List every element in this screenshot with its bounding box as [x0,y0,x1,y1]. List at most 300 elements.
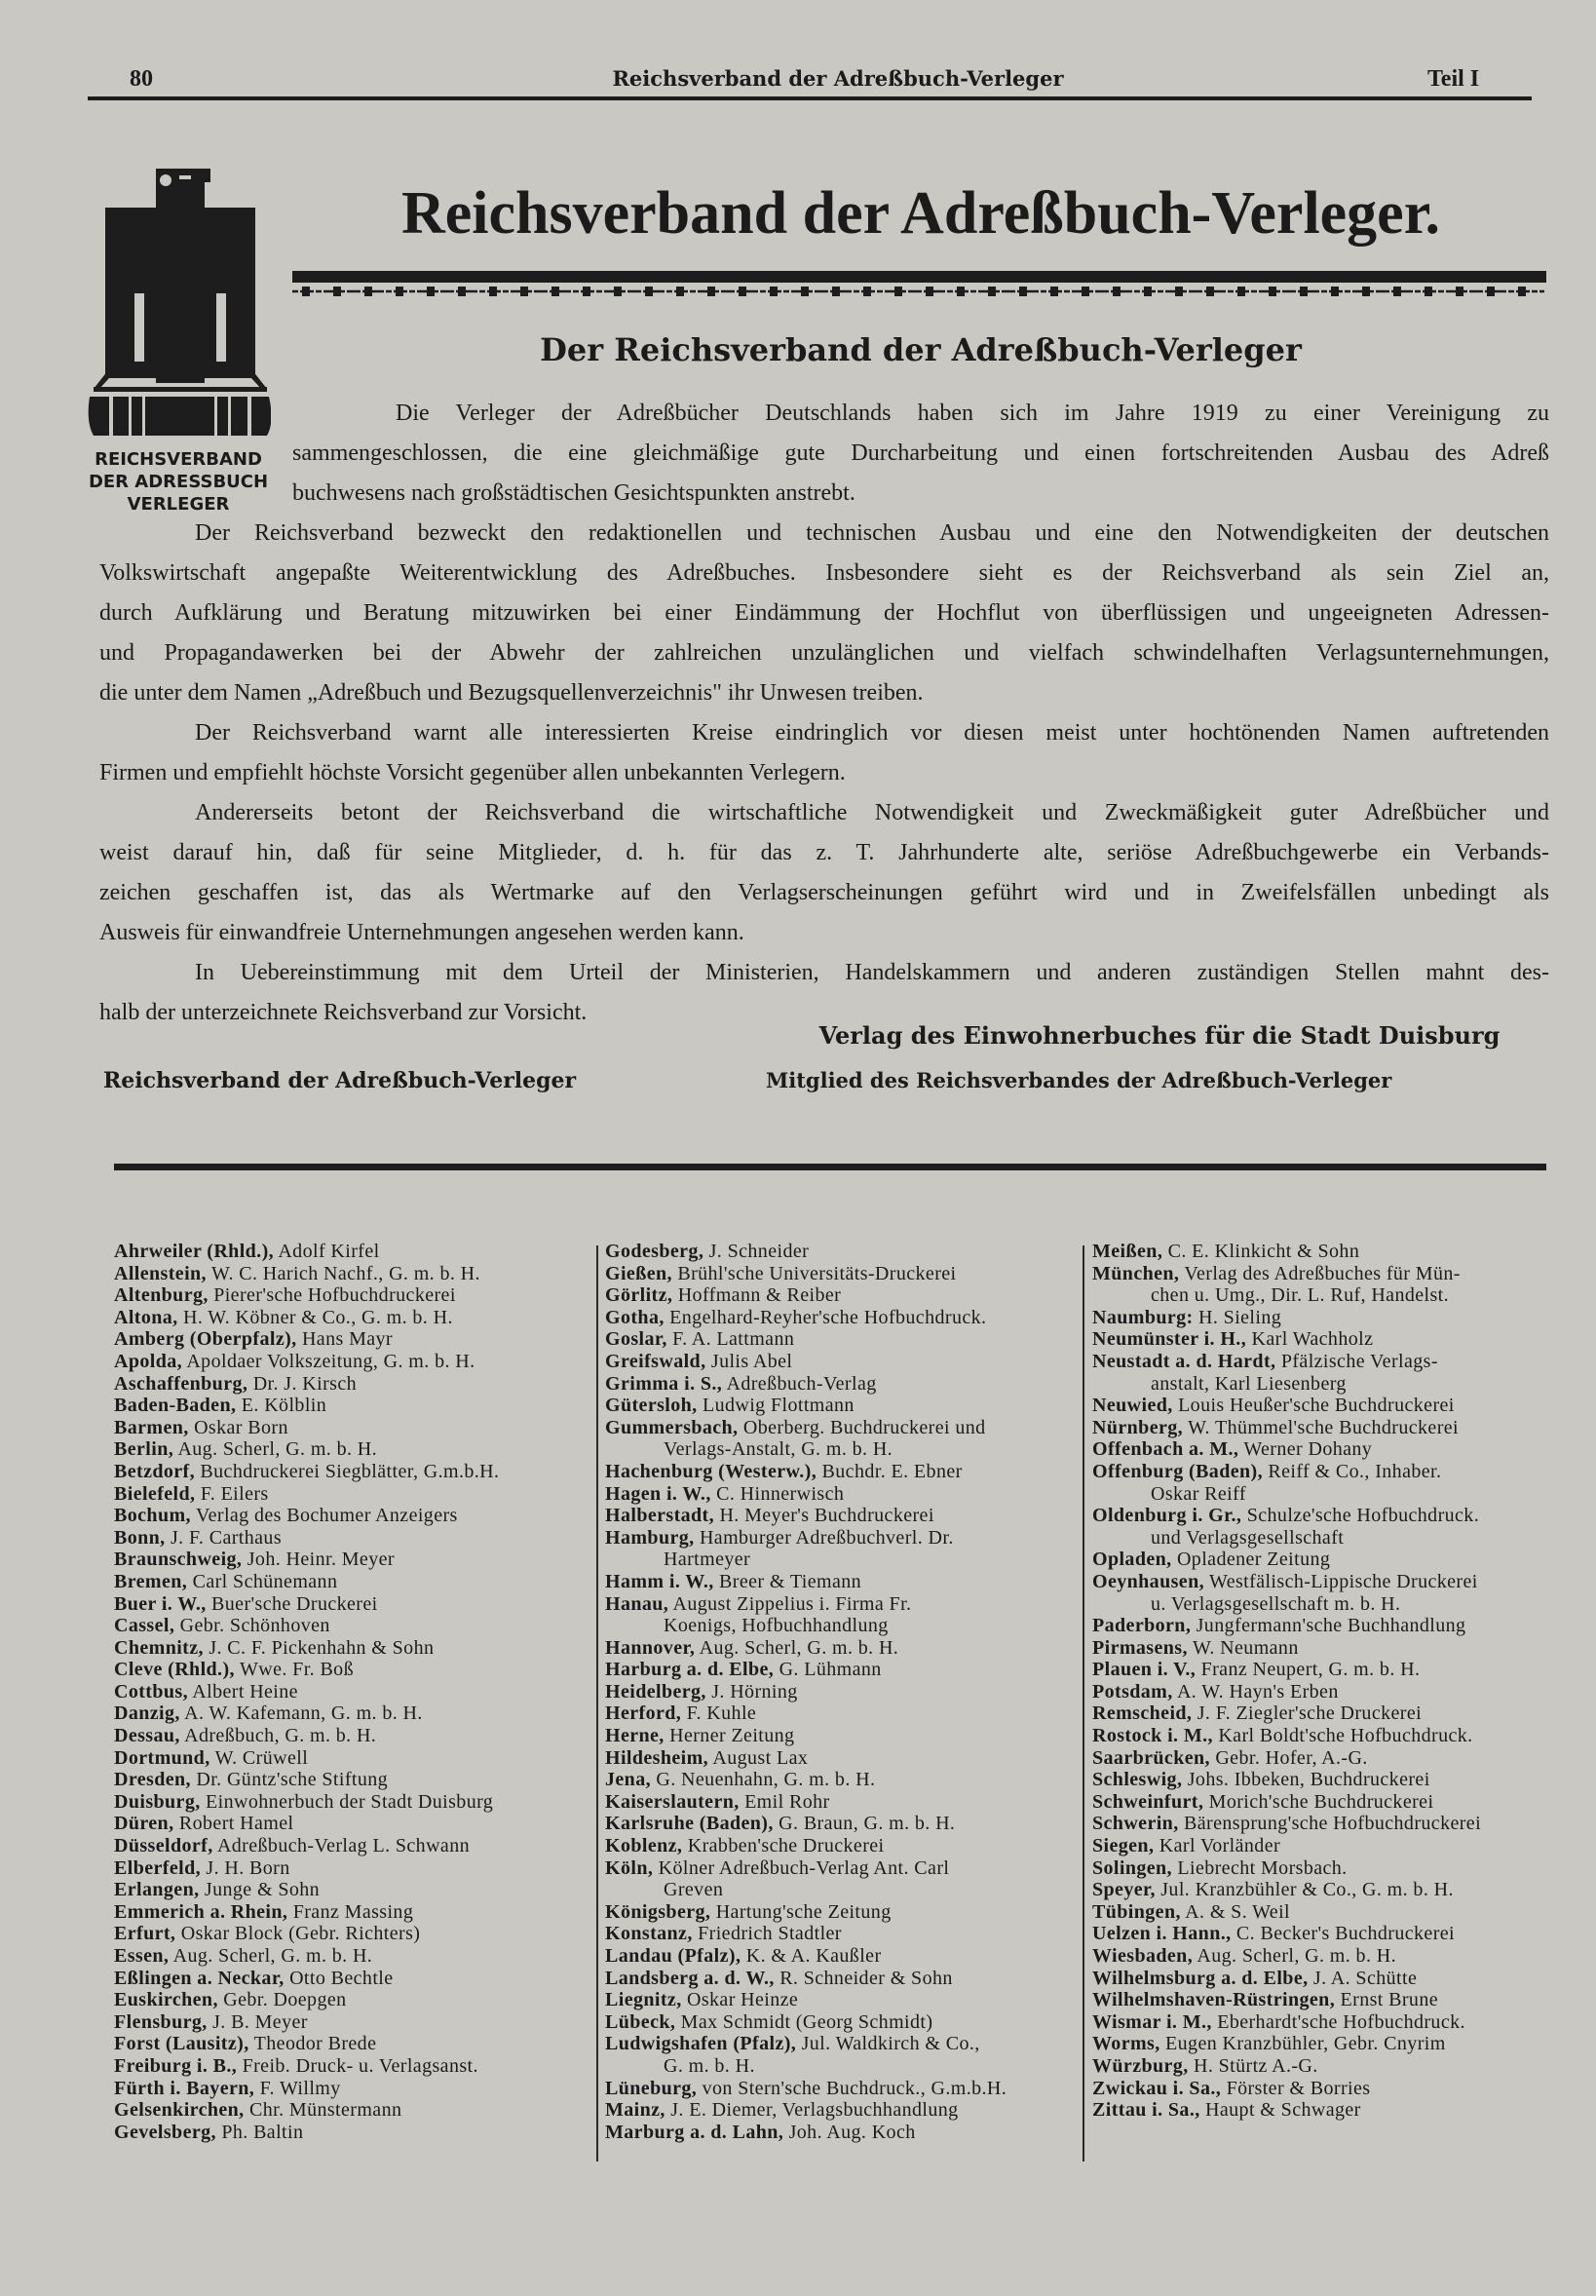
member-city: Hildesheim, [605,1746,709,1769]
member-publisher: Förster & Borries [1226,2077,1371,2099]
member-entry [114,1461,593,1483]
member-publisher: Johs. Ibbeken, Buchdruckerei [1187,1769,1430,1791]
member-entry [1092,1835,1572,1857]
member-entry [1092,1879,1572,1901]
member-publisher: Bärensprung'sche Hofbuchdruckerei [1184,1813,1482,1835]
member-entry [114,2099,593,2122]
member-entry-continuation: u. Verlagsgesellschaft m. b. H. [1151,1592,1401,1615]
member-publisher: J. C. F. Pickenhahn & Sohn [209,1636,435,1659]
member-publisher: Friedrich Stadtler [698,1923,842,1945]
member-entry [1092,2099,1572,2122]
member-city: Herne, [605,1725,665,1747]
member-entry [114,1438,593,1461]
member-entry [114,1725,593,1747]
member-city: Hachenburg (Westerw.), [605,1460,817,1482]
member-city: Hannover, [605,1636,696,1659]
member-publisher: J. A. Schütte [1312,1967,1418,1989]
member-entry [114,1284,593,1307]
member-publisher: Junge & Sohn [204,1879,321,1901]
member-city: Offenbach a. M., [1092,1438,1239,1461]
member-city: Erlangen, [114,1879,200,1901]
member-entry [605,1945,1084,1968]
member-city: Fürth i. Bayern, [114,2077,255,2099]
section-rule [114,1164,1546,1170]
member-city: Gütersloh, [605,1395,698,1417]
member-city: Schweinfurt, [1092,1790,1204,1813]
member-city: Karlsruhe (Baden), [605,1813,774,1835]
member-city: Wismar i. M., [1092,2010,1212,2033]
member-entry [1092,1395,1572,1417]
member-city: Wilhelmsburg a. d. Elbe, [1092,1967,1309,1989]
body-line: buchwesens nach großstädtischen Gesichtspunkten anstrebt. [292,480,855,506]
member-city: Lüneburg, [605,2077,698,2099]
member-entry [1092,1263,1572,1285]
member-entry [114,1703,593,1725]
member-city: Gummersbach, [605,1416,739,1438]
member-city: Köln, [605,1856,654,1879]
member-city: Dessau, [114,1725,180,1747]
member-publisher: Ernst Brune [1340,1989,1439,2011]
member-entry [114,1945,593,1968]
member-publisher: Robert Hamel [178,1813,294,1835]
member-publisher: Jul. Waldkirch & Co., [801,2033,980,2055]
member-city: Forst (Lausitz), [114,2033,249,2055]
member-publisher: C. Hinnerwisch [716,1482,845,1505]
member-publisher: Emil Rohr [744,1790,830,1813]
member-publisher: R. Schneider & Sohn [779,1967,953,1989]
member-entry [114,2011,593,2034]
member-entry [1092,1989,1572,2011]
member-city: Gotha, [605,1306,665,1328]
member-entry [605,1417,1084,1439]
member-publisher: Dr. Güntz'sche Stiftung [196,1769,389,1791]
member-publisher: C. E. Klinkicht & Sohn [1167,1241,1360,1262]
member-city: Oeynhausen, [1092,1570,1204,1592]
member-city: Dortmund, [114,1746,210,1769]
member-entry [1092,1857,1572,1880]
member-city: Landau (Pfalz), [605,1945,741,1967]
running-title: Reichsverband der Adreßbuch-Verleger [612,66,1064,91]
association-logo [86,159,271,515]
member-publisher: Breer & Tiemann [719,1570,862,1592]
member-entry [114,1417,593,1439]
column-divider [596,1245,598,2162]
body-line: Andererseits betont der Reichsverband die wirtschaftliche Notwendigkeit und Zweckmäßigkeit guter Adreßbücher und [195,800,1549,825]
member-entry [1092,1659,1572,1681]
member-city: Emmerich a. Rhein, [114,1900,288,1923]
member-publisher: C. Becker's Buchdruckerei [1235,1923,1456,1945]
member-entry-continuation: und Verlagsgesellschaft [1151,1526,1345,1549]
member-city: Cleve (Rhld.), [114,1659,235,1681]
member-city: Offenburg (Baden), [1092,1460,1263,1482]
member-city: Schwerin, [1092,1813,1179,1835]
member-city: Würzburg, [1092,2054,1189,2077]
member-publisher: A. W. Kafemann, G. m. b. H. [184,1703,423,1725]
body-line: zeichen geschaffen ist, das als Wertmarke auf den Verlagserscheinungen geführt wird und in Zweifelsfällen unbedingt als [99,880,1549,905]
body-line: Der Reichsverband warnt alle interessierten Kreise eindringlich vor diesen meist unter hochtönenden Namen auftretenden [195,720,1549,746]
member-entry [114,1593,593,1616]
member-city: Liegnitz, [605,1989,682,2011]
member-entry [605,1968,1084,1990]
member-entry [1092,1549,1572,1571]
member-entry [114,1835,593,1857]
member-publisher: H. Stürtz A.-G. [1194,2054,1318,2077]
member-entry-continuation: chen u. Umg., Dir. L. Ruf, Handelst. [1151,1284,1450,1307]
member-city: Hagen i. W., [605,1482,711,1505]
member-city: Plauen i. V., [1092,1659,1197,1681]
member-entry-continuation: Hartmeyer [664,1549,751,1571]
member-city: Barmen, [114,1416,189,1438]
member-city: Düren, [114,1813,174,1835]
eagle-book-emblem-icon [86,159,271,441]
member-entry [114,1549,593,1571]
publisher-membership-line: Mitglied des Reichsverbandes der Adreßbuch-Verleger [766,1068,1392,1092]
member-city: Wiesbaden, [1092,1945,1194,1967]
member-entry [114,1813,593,1835]
member-entry [1092,1615,1572,1637]
member-city: Naumburg: [1092,1306,1194,1328]
member-publisher: W. Crüwell [214,1746,309,1769]
member-entry [114,2122,593,2144]
member-city: Hamm i. W., [605,1570,714,1592]
member-city: Worms, [1092,2033,1160,2055]
member-entry [605,1461,1084,1483]
member-entry [605,2122,1084,2144]
member-entry [605,1681,1084,1703]
page-number: 80 [130,66,153,92]
member-publisher: Adreßbuch-Verlag [726,1372,877,1395]
member-entry [605,1659,1084,1681]
member-city: Amberg (Oberpfalz), [114,1328,297,1351]
member-city: Neustadt a. d. Hardt, [1092,1350,1276,1372]
member-publisher: Wwe. Fr. Boß [239,1659,354,1681]
member-entry [114,1791,593,1814]
member-publisher: Karl Boldt'sche Hofbuchdruck. [1218,1725,1473,1747]
member-entry [605,1835,1084,1857]
member-city: Braunschweig, [114,1549,243,1571]
member-entry [114,1857,593,1880]
member-city: Bochum, [114,1505,191,1527]
member-publisher: Franz Neupert, G. m. b. H. [1200,1659,1421,1681]
logo-text-line: DER ADRESSBUCH [88,472,269,492]
member-city: Allenstein, [114,1262,207,1284]
member-city: Landsberg a. d. W., [605,1967,775,1989]
member-publisher: J. Schneider [708,1241,810,1262]
member-entry [114,2033,593,2055]
member-entry [114,1659,593,1681]
member-publisher: W. C. Harich Nachf., G. m. b. H. [211,1262,480,1284]
member-entry [1092,1681,1572,1703]
member-city: Cottbus, [114,1680,188,1703]
member-city: Erfurt, [114,1923,176,1945]
member-list-column-2 [605,1241,1084,2143]
member-entry [114,1307,593,1329]
member-publisher: Reiff & Co., Inhaber. [1268,1460,1442,1482]
member-entry-continuation: Greven [664,1879,724,1901]
member-city: Halberstadt, [605,1505,715,1527]
member-city: Duisburg, [114,1790,201,1813]
member-publisher: F. A. Lattmann [672,1328,795,1351]
member-publisher: Werner Dohany [1243,1438,1373,1461]
member-entry [1092,2055,1572,2078]
member-entry-continuation: anstalt, Karl Liesenberg [1151,1372,1347,1395]
body-line: die unter dem Namen „Adreßbuch und Bezugsquellenverzeichnis" ihr Unwesen treiben. [99,680,924,706]
member-publisher: F. Kuhle [686,1703,757,1725]
member-city: Flensburg, [114,2010,208,2033]
member-publisher: Karl Wachholz [1251,1328,1374,1351]
member-publisher: August Zippelius i. Firma Fr. [672,1592,912,1615]
member-entry [114,1968,593,1990]
member-publisher: Brühl'sche Universitäts-Druckerei [677,1262,957,1284]
ornamental-rule-beads [292,287,1544,296]
member-publisher: Freib. Druck- u. Verlagsanst. [242,2054,478,2077]
member-city: Harburg a. d. Elbe, [605,1659,775,1681]
member-publisher: F. Willmy [259,2077,341,2099]
part-label: Teil I [1427,66,1480,92]
member-publisher: Joh. Heinr. Meyer [247,1549,395,1571]
member-publisher: J. B. Meyer [212,2010,308,2033]
member-entry [114,1571,593,1593]
member-entry [1092,1461,1572,1483]
member-list-column-1 [114,1241,593,2143]
member-entry [114,1373,593,1396]
member-city: Gevelsberg, [114,2121,216,2143]
body-line: durch Aufklärung und Beratung mitzuwirken bei einer Eindämmung der Hochflut von überflüssigen und ungeeigneten Adressen- [99,600,1549,626]
body-line: Die Verleger der Adreßbücher Deutschlands haben sich im Jahre 1919 zu einer Vereinigung zu [396,401,1549,426]
member-entry [1092,1351,1572,1373]
member-city: Cassel, [114,1615,175,1637]
member-city: Hamburg, [605,1526,695,1549]
member-entry [605,2011,1084,2034]
member-publisher: Karl Vorländer [1159,1835,1281,1857]
member-entry [605,1284,1084,1307]
member-entry [114,1901,593,1924]
member-entry [605,1351,1084,1373]
member-publisher: Buer'sche Druckerei [211,1592,378,1615]
member-entry [605,1989,1084,2011]
member-city: Rostock i. M., [1092,1725,1213,1747]
member-city: Essen, [114,1945,170,1967]
member-city: Neumünster i. H., [1092,1328,1247,1351]
main-title-wrap [292,156,1549,271]
member-entry [605,1483,1084,1506]
member-city: Wilhelmshaven-Rüstringen, [1092,1989,1336,2011]
header-rule [88,96,1532,100]
member-publisher: Gebr. Doepgen [223,1989,347,2011]
member-city: Görlitz, [605,1284,673,1307]
member-city: Baden-Baden, [114,1395,237,1417]
member-city: Neuwied, [1092,1395,1173,1417]
member-publisher: Liebrecht Morsbach. [1177,1856,1348,1879]
member-publisher: K. & A. Kaußler [745,1945,882,1967]
member-publisher: August Lax [712,1746,809,1769]
member-publisher: Gebr. Schönhoven [179,1615,330,1637]
member-publisher: J. Hörning [711,1680,798,1703]
member-entry [1092,1725,1572,1747]
member-city: Bielefeld, [114,1482,196,1505]
member-city: Ludwigshafen (Pfalz), [605,2033,797,2055]
member-publisher: Hartung'sche Zeitung [715,1900,892,1923]
member-city: Potsdam, [1092,1680,1173,1703]
member-entry [1092,1901,1572,1924]
member-city: Zwickau i. Sa., [1092,2077,1222,2099]
member-entry [1092,1505,1572,1527]
member-city: Goslar, [605,1328,667,1351]
member-entry [605,2078,1084,2100]
association-signature: Reichsverband der Adreßbuch-Verleger [103,1068,577,1093]
member-city: Herford, [605,1703,682,1725]
member-entry [114,1879,593,1901]
member-city: Oldenburg i. Gr., [1092,1505,1242,1527]
body-line: In Uebereinstimmung mit dem Urteil der Ministerien, Handelskammern und anderen zuständigen Stellen mahnt des- [195,960,1549,985]
member-city: Euskirchen, [114,1989,218,2011]
member-entry [1092,1307,1572,1329]
member-city: Koblenz, [605,1835,683,1857]
member-publisher: Adreßbuch, G. m. b. H. [184,1725,377,1747]
member-city: Konstanz, [605,1923,693,1945]
member-entry [605,1637,1084,1660]
member-publisher: Hans Mayr [301,1328,393,1351]
member-city: Aschaffenburg, [114,1372,248,1395]
member-publisher: Schulze'sche Hofbuchdruck. [1246,1505,1480,1527]
member-entry [1092,1328,1572,1351]
member-entry [605,1703,1084,1725]
member-publisher: Max Schmidt (Georg Schmidt) [680,2010,933,2033]
publisher-signature-title: Verlag des Einwohnerbuches für die Stadt Duisburg [818,1021,1501,1050]
member-city: Eßlingen a. Neckar, [114,1967,285,1989]
member-publisher: F. Eilers [200,1482,269,1505]
member-publisher: G. Braun, G. m. b. H. [779,1813,956,1835]
member-city: Hanau, [605,1592,669,1615]
member-city: Marburg a. d. Lahn, [605,2121,784,2143]
member-city: Düsseldorf, [114,1835,213,1857]
member-entry [605,2033,1084,2055]
member-city: Bonn, [114,1526,166,1549]
member-entry [605,1725,1084,1747]
member-entry [114,1241,593,1263]
member-publisher: Verlag des Bochumer Anzeigers [195,1505,458,1527]
member-publisher: J. H. Born [206,1856,290,1879]
member-city: Dresden, [114,1769,191,1791]
logo-text-line: VERLEGER [127,494,230,515]
member-city: Altona, [114,1306,178,1328]
member-publisher: J. F. Carthaus [171,1526,282,1549]
member-city: Freiburg i. B., [114,2054,238,2077]
member-city: Gelsenkirchen, [114,2099,245,2122]
member-city: Nürnberg, [1092,1416,1184,1438]
member-publisher: Hamburger Adreßbuchverl. Dr. [699,1526,954,1549]
member-entry [114,1483,593,1506]
member-city: Solingen, [1092,1856,1172,1879]
title-rule [292,271,1546,283]
member-city: Paderborn, [1092,1615,1192,1637]
member-city: Ahrweiler (Rhld.), [114,1241,275,1262]
member-list-column-3 [1092,1241,1572,2122]
member-entry [605,1923,1084,1945]
member-city: Buer i. W., [114,1592,207,1615]
member-city: Grimma i. S., [605,1372,723,1395]
member-entry [114,1923,593,1945]
body-line: sammengeschlossen, die eine gleichmäßige gute Durcharbeitung und einen fortschreitenden Ausbau des Adreß [292,440,1549,466]
member-entry [1092,1571,1572,1593]
member-city: Godesberg, [605,1241,704,1262]
member-publisher: Ludwig Flottmann [702,1395,855,1417]
member-publisher: Oberberg. Buchdruckerei und [742,1416,986,1438]
member-city: Chemnitz, [114,1636,204,1659]
member-publisher: Julis Abel [710,1350,793,1372]
member-city: Zittau i. Sa., [1092,2099,1200,2122]
member-entry [114,2078,593,2100]
section-subtitle: Der Reichsverband der Adreßbuch-Verleger [540,331,1302,368]
member-entry [1092,2011,1572,2034]
member-entry [1092,1923,1572,1945]
member-city: Berlin, [114,1438,174,1461]
member-publisher: Opladener Zeitung [1176,1549,1331,1571]
member-entry [114,1527,593,1550]
member-city: Königsberg, [605,1900,711,1923]
member-publisher: Engelhard-Reyher'sche Hofbuchdruck. [669,1306,987,1328]
body-line: halb der unterzeichnete Reichsverband zur Vorsicht. [99,1000,588,1025]
member-publisher: G. Lühmann [779,1659,882,1681]
member-entry [605,2099,1084,2122]
body-line: weist darauf hin, daß für seine Mitglieder, d. h. für das z. T. Jahrhunderte alte, seriöse Adreßbuchgewerbe ein Verbands- [99,840,1549,865]
member-city: Tübingen, [1092,1900,1181,1923]
member-entry [605,1747,1084,1770]
member-entry [605,1307,1084,1329]
member-publisher: Westfälisch-Lippische Druckerei [1209,1570,1478,1592]
member-city: Bremen, [114,1570,188,1592]
member-entry [605,1505,1084,1527]
member-publisher: von Stern'sche Buchdruck., G.m.b.H. [702,2077,1007,2099]
member-city: Kaiserslautern, [605,1790,740,1813]
member-entry [114,1505,593,1527]
body-line: Der Reichsverband bezweckt den redaktionellen und technischen Ausbau und eine den Notwendigkeiten der deutschen [195,520,1549,546]
member-publisher: Theodor Brede [253,2033,377,2055]
member-publisher: Joh. Aug. Koch [788,2121,916,2143]
member-entry [114,1263,593,1285]
member-publisher: Chr. Münstermann [248,2099,402,2122]
member-entry [1092,1417,1572,1439]
member-entry [605,1813,1084,1835]
member-city: Betzdorf, [114,1460,196,1482]
member-entry-continuation: Oskar Reiff [1151,1482,1246,1505]
member-city: Opladen, [1092,1549,1172,1571]
member-publisher: G. Neuenhahn, G. m. b. H. [656,1769,876,1791]
member-publisher: Gebr. Hofer, A.-G. [1215,1746,1368,1769]
member-publisher: H. Sieling [1198,1306,1282,1328]
member-entry [114,1328,593,1351]
member-entry [1092,1769,1572,1791]
member-entry [114,1395,593,1417]
member-publisher: Morich'sche Buchdruckerei [1208,1790,1434,1813]
member-entry [605,1571,1084,1593]
member-entry [1092,1945,1572,1968]
member-city: Mainz, [605,2099,665,2122]
member-publisher: Adreßbuch-Verlag L. Schwann [216,1835,470,1857]
member-publisher: Oskar Heinze [687,1989,799,2011]
member-publisher: Pierer'sche Hofbuchdruckerei [213,1284,456,1307]
member-publisher: Eugen Kranzbühler, Gebr. Cnyrim [1165,2033,1446,2055]
member-publisher: Pfälzische Verlags- [1280,1350,1438,1372]
member-publisher: Hoffmann & Reiber [677,1284,842,1307]
member-city: Gießen, [605,1262,672,1284]
member-publisher: A. W. Hayn's Erben [1176,1680,1339,1703]
main-title: Reichsverband der Adreßbuch-Verleger. [400,180,1441,247]
member-city: Greifswald, [605,1350,706,1372]
member-entry [114,1681,593,1703]
member-publisher: Verlag des Adreßbuches für Mün- [1184,1262,1461,1284]
member-publisher: Franz Massing [292,1900,414,1923]
